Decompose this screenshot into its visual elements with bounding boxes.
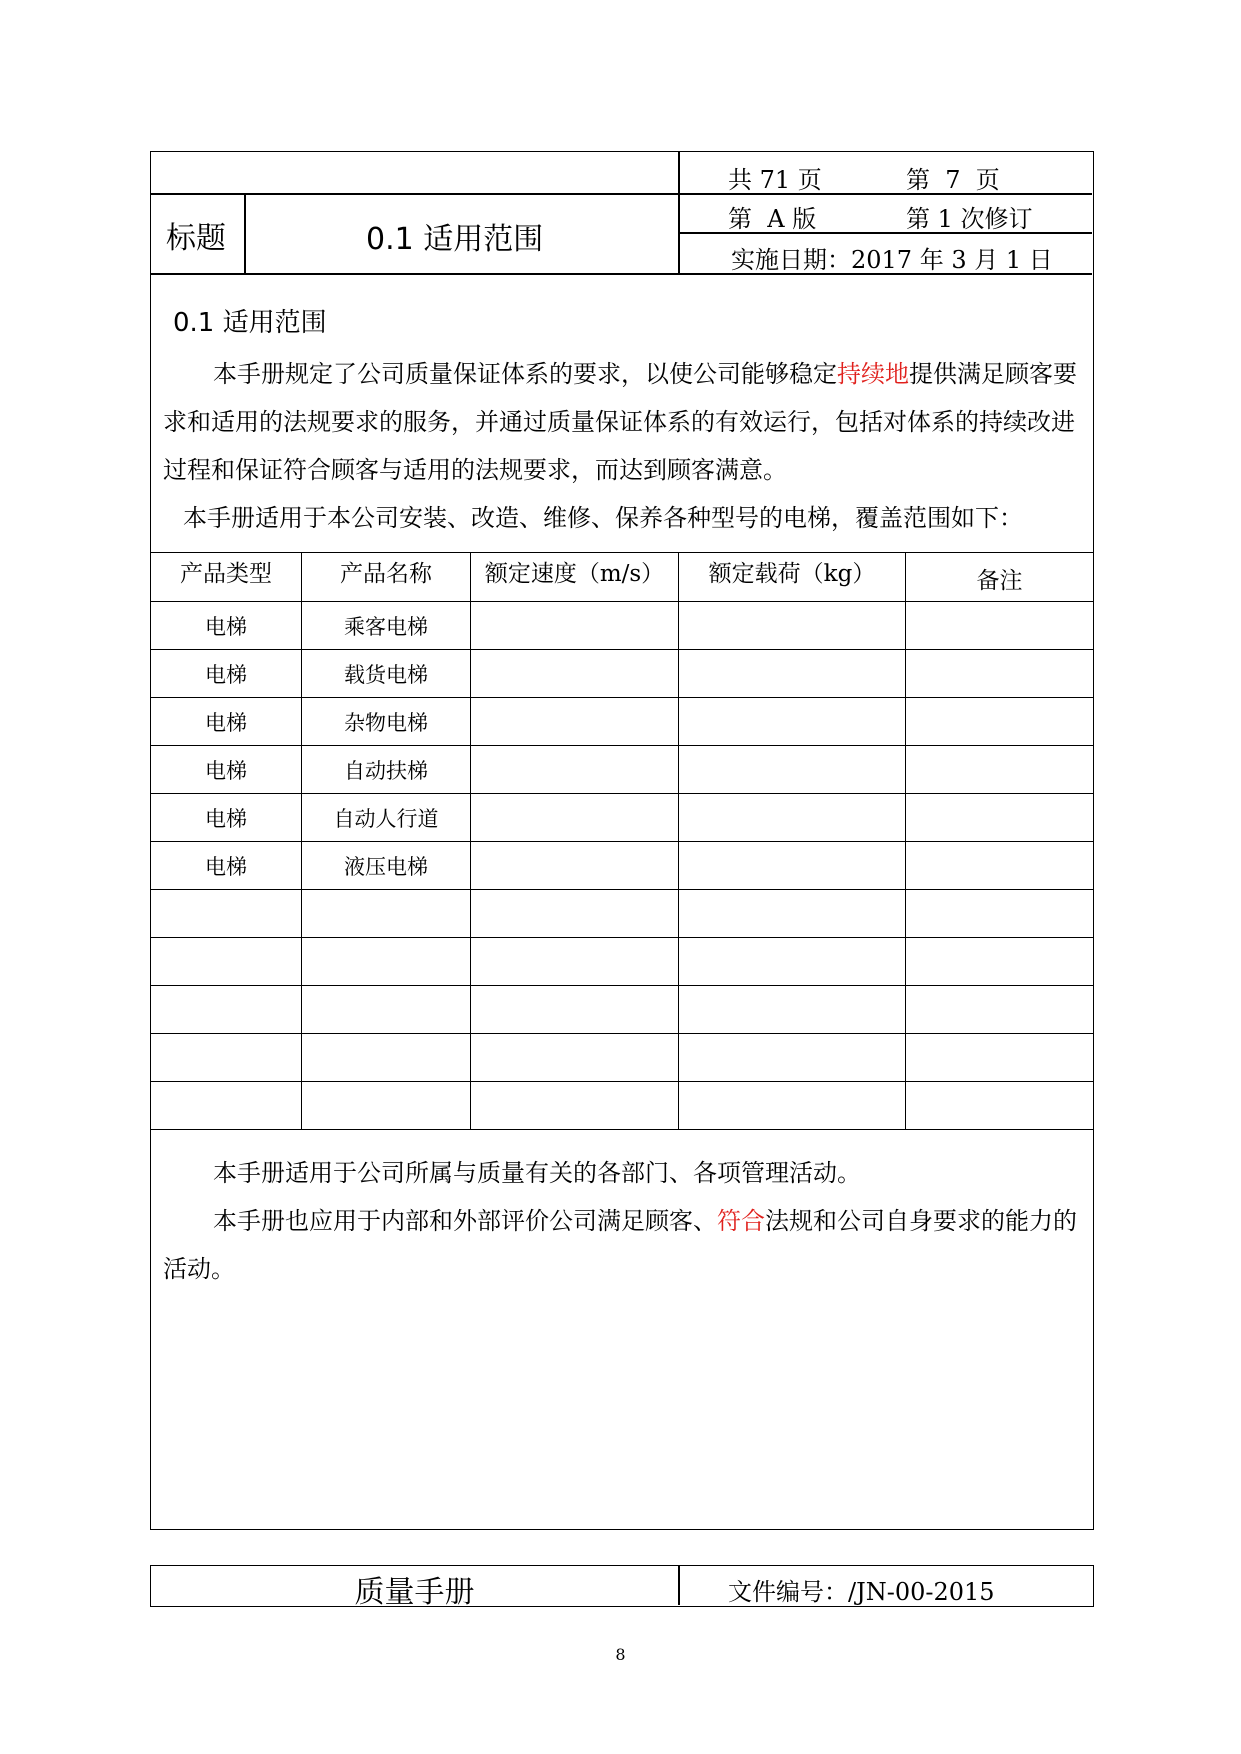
cell-remark — [906, 890, 1094, 938]
version: 第 A 版 — [728, 205, 817, 233]
highlighted-text: 持续地 — [837, 360, 909, 388]
table-row — [151, 746, 1094, 794]
footer-divider — [678, 1566, 680, 1605]
cell-load — [679, 602, 906, 650]
cell-load — [679, 746, 906, 794]
cell-remark — [906, 650, 1094, 698]
paragraph-text: 法规和公司自身要求的能力的活动。 — [163, 1207, 1077, 1283]
cell-name: 自动人行道 — [302, 794, 471, 842]
paragraph-text: 本手册规定了公司质量保证体系的要求，以使公司能够稳定 — [213, 360, 837, 388]
cell-remark — [906, 698, 1094, 746]
cell-type — [151, 938, 302, 986]
title-label: 标题 — [166, 221, 226, 256]
cell-type: 电梯 — [151, 698, 302, 746]
footer-block — [150, 1565, 1094, 1610]
table-row — [151, 890, 1094, 938]
paragraph-text: 本手册也应用于内部和外部评价公司满足顾客、 — [213, 1207, 717, 1235]
cell-speed — [471, 938, 679, 986]
cell-speed — [471, 698, 679, 746]
table-body — [151, 602, 1094, 1130]
doc-number: 文件编号：/JN-00-2015 — [728, 1578, 995, 1606]
col-header-remark: 备注 — [906, 553, 1094, 602]
effective-date: 实施日期：2017 年 3 月 1 日 — [731, 246, 1053, 274]
cell-name — [302, 938, 471, 986]
paragraph-coverage: 本手册适用于本公司安装、改造、维修、保养各种型号的电梯，覆盖范围如下： — [183, 504, 1023, 532]
table-row — [151, 1082, 1094, 1130]
paragraph-text: 提供满足顾客要求和适用的法规要求的服务，并通过质量保证体系的有效运行，包括对体系的持续改进过程和保证符合顾客与适用的法规要求，而达到顾客满意。 — [163, 360, 1077, 484]
document-frame — [150, 151, 1094, 1530]
header-divider — [678, 152, 680, 274]
cell-name — [302, 986, 471, 1034]
table-row — [151, 602, 1094, 650]
cell-type: 电梯 — [151, 842, 302, 890]
cell-remark — [906, 842, 1094, 890]
cell-load — [679, 698, 906, 746]
paragraph-scope — [163, 350, 1083, 494]
cell-name: 杂物电梯 — [302, 698, 471, 746]
cell-type — [151, 1082, 302, 1130]
table-header-row — [151, 553, 1094, 602]
page-number: 8 — [615, 1645, 626, 1664]
cell-type: 电梯 — [151, 746, 302, 794]
cell-name: 乘客电梯 — [302, 602, 471, 650]
manual-name: 质量手册 — [354, 1575, 475, 1610]
table-row — [151, 698, 1094, 746]
cell-load — [679, 794, 906, 842]
cell-load — [679, 1082, 906, 1130]
page-title: 0.1 适用范围 — [366, 222, 544, 257]
table-row — [151, 650, 1094, 698]
cell-type: 电梯 — [151, 794, 302, 842]
highlighted-text: 符合 — [717, 1207, 765, 1235]
col-header-load: 额定载荷（kg） — [679, 553, 906, 602]
table-row — [151, 986, 1094, 1034]
cell-type — [151, 890, 302, 938]
cell-type: 电梯 — [151, 602, 302, 650]
cell-speed — [471, 842, 679, 890]
product-table — [150, 552, 1094, 1130]
current-page: 第 7 页 — [906, 166, 1000, 194]
cell-load — [679, 890, 906, 938]
header-divider — [244, 193, 246, 274]
cell-remark — [906, 602, 1094, 650]
cell-remark — [906, 938, 1094, 986]
cell-name: 自动扶梯 — [302, 746, 471, 794]
cell-speed — [471, 890, 679, 938]
cell-name — [302, 1034, 471, 1082]
col-header-speed: 额定速度（m/s） — [471, 553, 679, 602]
cell-type: 电梯 — [151, 650, 302, 698]
cell-remark — [906, 1034, 1094, 1082]
col-header-name: 产品名称 — [302, 553, 471, 602]
cell-speed — [471, 602, 679, 650]
cell-remark — [906, 1082, 1094, 1130]
table-row — [151, 1034, 1094, 1082]
header-block — [151, 152, 1092, 274]
section-heading: 0.1 适用范围 — [173, 308, 327, 338]
cell-load — [679, 986, 906, 1034]
cell-remark — [906, 986, 1094, 1034]
revision: 第 1 次修订 — [906, 205, 1033, 233]
cell-type — [151, 1034, 302, 1082]
table-row — [151, 938, 1094, 986]
cell-name — [302, 1082, 471, 1130]
cell-name: 液压电梯 — [302, 842, 471, 890]
table-row — [151, 794, 1094, 842]
cell-name — [302, 890, 471, 938]
cell-type — [151, 986, 302, 1034]
cell-speed — [471, 794, 679, 842]
cell-name: 载货电梯 — [302, 650, 471, 698]
cell-load — [679, 938, 906, 986]
cell-speed — [471, 986, 679, 1034]
cell-load — [679, 1034, 906, 1082]
cell-remark — [906, 794, 1094, 842]
total-pages: 共 71 页 — [728, 166, 822, 194]
paragraph-evaluation — [163, 1197, 1083, 1293]
table-row — [151, 842, 1094, 890]
cell-speed — [471, 1082, 679, 1130]
paragraph-departments: 本手册适用于公司所属与质量有关的各部门、各项管理活动。 — [213, 1159, 861, 1187]
cell-load — [679, 650, 906, 698]
cell-speed — [471, 746, 679, 794]
col-header-type: 产品类型 — [151, 553, 302, 602]
cell-remark — [906, 746, 1094, 794]
cell-speed — [471, 1034, 679, 1082]
cell-speed — [471, 650, 679, 698]
cell-load — [679, 842, 906, 890]
